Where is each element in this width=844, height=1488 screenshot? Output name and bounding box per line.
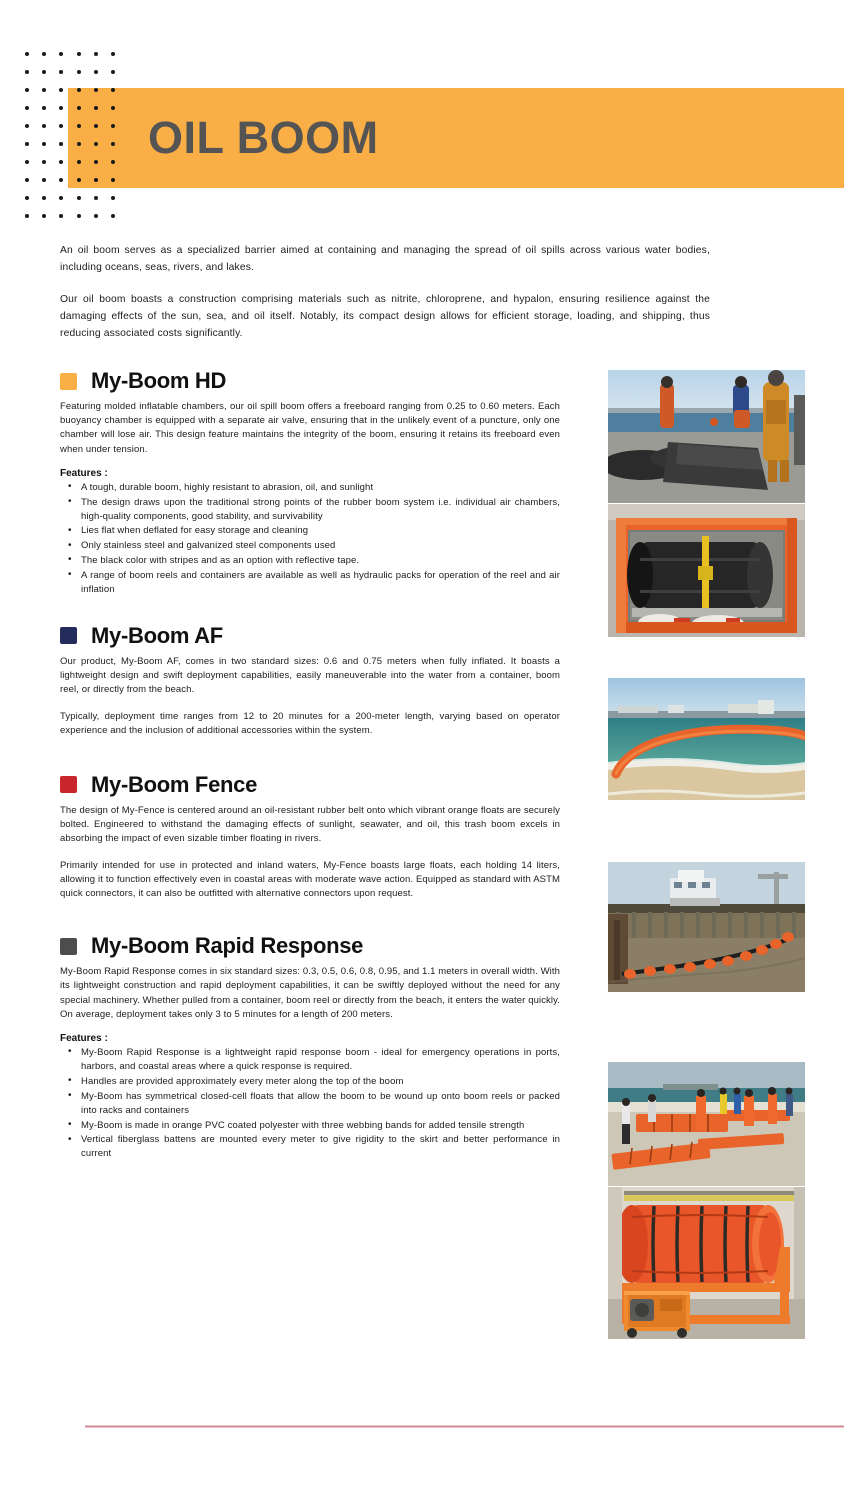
section-body-hd [60, 400, 560, 597]
list-item: • My-Boom Rapid Response is a lightweight rapid response boom - ideal for emergency operations in ports, harbors, and coastal areas where a quick response is required. [64, 1046, 560, 1074]
rr-paragraph-1: My-Boom Rapid Response comes in six standard sizes: 0.3, 0.5, 0.6, 0.8, 0.95, and 1.1 meters in overall width. With its lightweight construction and rapid deployment capabilities, it can be swiftly deployed without the need for any special machinery. Whether pulled from a container, boom reel or directly from the beach, it enters the water quickly. On average, deployment takes only 3 to 5 minutes for a length of 200 meters. [60, 966, 560, 1020]
fence-paragraph-2: Primarily intended for use in protected and inland waters, My-Fence boasts large floats, each holding 14 liters, allowing it to function effectively even in coastal areas with moderate wave action. Equipped as standard with ASTM quick connectors, it can also be outfitted with alternative connectors upon request. [60, 859, 560, 899]
list-item: • The design draws upon the traditional strong points of the rubber boom system i.e. individual air chambers, high-quality components, good stability, and survivability [64, 496, 560, 524]
list-item: • A range of boom reels and containers are available as well as hydraulic packs for operation of the reel and air inflation [64, 569, 560, 597]
list-item: • Handles are provided approximately every meter along the top of the boom [64, 1075, 560, 1089]
list-item: • The black color with stripes and as an option with reflective tape. [64, 554, 560, 568]
section-body-fence [60, 804, 560, 901]
list-item: • Vertical fiberglass battens are mounted every meter to give rigidity to the skirt and better performance in current [64, 1133, 560, 1161]
list-item: • Lies flat when deflated for easy storage and cleaning [64, 524, 560, 538]
section-body-rr [60, 965, 560, 1161]
photo-af-beach-boom [608, 678, 805, 800]
intro-paragraph-2: Our oil boom boasts a construction comprising materials such as nitrite, chloroprene, and hypalon, ensuring resilience against the damaging effects of the sun, sea, and oil itself. Notably, its compact design allows for efficient storage, loading, and shipping, thus reducing associated costs significantly. [60, 294, 710, 339]
section-title-hd: My-Boom HD [91, 368, 227, 393]
list-item: • My-Boom has symmetrical closed-cell floats that allow the boom to be wound up onto boom reels or packed into racks and containers [64, 1090, 560, 1118]
fence-paragraph-1: The design of My-Fence is centered around an oil-resistant rubber belt onto which vibrant orange floats are securely bolted. Engineered to withstand the damaging effects of sunlight, seawater, and oil, this trash boom excels in absorbing the impact of even sizable timber floating in rivers. [60, 804, 560, 845]
section-title-af: My-Boom AF [91, 622, 223, 648]
section-swatch-icon-af [60, 627, 77, 644]
list-item: • A tough, durable boom, highly resistant to abrasion, oil, and sunlight [64, 481, 560, 495]
intro-paragraph-1: An oil boom serves as a specialized barrier aimed at containing and managing the spread of oil spills across various water bodies, including oceans, seas, rivers, and lakes. [60, 245, 710, 273]
af-paragraph-2: Typically, deployment time ranges from 12 to 20 minutes for a 200-meter length, varying based on operator experience and the inclusion of additional accessories within the system. [60, 710, 560, 736]
section-swatch-icon-fence [60, 776, 77, 793]
list-item: • My-Boom is made in orange PVC coated polyester with three webbing bands for added tensile strength [64, 1119, 560, 1133]
decorative-dot-grid [18, 45, 122, 225]
section-body-af [60, 655, 560, 738]
section-title-fence: My-Boom Fence [91, 771, 258, 797]
af-paragraph-1: Our product, My-Boom AF, comes in two standard sizes: 0.6 and 0.75 meters when fully inflated. It boasts a lightweight design and swift deployment capabilities, easily maneuverable into the water from a container, boom reel, or directly from the beach. [60, 655, 560, 696]
intro-block [0, 242, 844, 342]
photo-hd-dock-deployment [608, 370, 805, 503]
photo-fence-pier [608, 862, 805, 992]
photo-rr-beach-deployment [608, 1062, 805, 1186]
section-swatch-icon-hd [60, 373, 77, 390]
photo-hd-container-reel [608, 504, 805, 637]
hd-features-label: Features : [60, 467, 108, 479]
hd-paragraph-1: Featuring molded inflatable chambers, our oil spill boom offers a freeboard ranging from 0.25 to 0.60 meters. Each buoyancy chamber is equipped with a separate air valve, ensuring that in the unlikely event of a puncture, only one chamber will lose air. This design feature maintains the integrity of the boom, ensuring it retains its freeboard even when under tension. [60, 401, 560, 455]
page-header [0, 0, 844, 240]
section-swatch-icon-rr [60, 938, 77, 955]
footer-divider [85, 1425, 844, 1428]
photo-rr-reel-hydraulic [608, 1187, 805, 1339]
rr-features-label: Features : [60, 1032, 108, 1044]
section-title-rr: My-Boom Rapid Response [91, 933, 364, 959]
rr-features-list [64, 1046, 560, 1162]
hd-features-list [64, 481, 560, 597]
list-item: • Only stainless steel and galvanized steel components used [64, 539, 560, 553]
page-title: OIL BOOM [148, 112, 379, 163]
